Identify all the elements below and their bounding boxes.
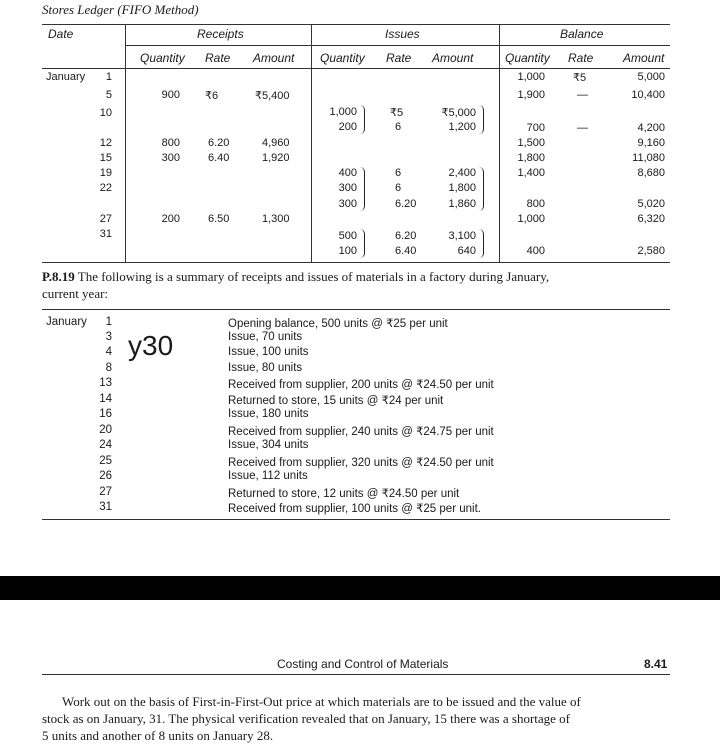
ledger-divider-date: [125, 24, 126, 263]
list-day: 3: [105, 331, 112, 343]
receipt-amount: ₹5,400: [255, 90, 290, 102]
issue-rate: ₹5: [390, 107, 404, 119]
issue-amount: 2,400: [448, 167, 476, 179]
balance-rate-header: Rate: [568, 51, 594, 65]
list-entry: Received from supplier, 100 units @ ₹25 per unit.: [228, 503, 481, 515]
balance-qty: 1,800: [517, 152, 545, 164]
balance-amount: 2,580: [637, 245, 665, 257]
ledger-day: 5: [105, 89, 112, 101]
balance-amount: 5,020: [637, 198, 665, 210]
list-entry: Returned to store, 15 units @ ₹24 per unit: [228, 395, 444, 407]
issue-amount: 1,200: [448, 121, 476, 133]
receipt-rate: 6.20: [208, 137, 230, 149]
balance-qty: 700: [526, 122, 545, 134]
issue-amount: 1,860: [448, 198, 476, 210]
issue-qty-brace: [360, 105, 365, 134]
balance-qty: 400: [526, 245, 545, 257]
issue-qty: 100: [338, 245, 357, 257]
receipt-rate: 6.40: [208, 152, 230, 164]
list-entry: Received from supplier, 240 units @ ₹24.75 per unit: [228, 426, 494, 438]
receipt-amount: 1,300: [262, 213, 290, 225]
balance-qty: 800: [526, 198, 545, 210]
balance-rate: ₹5: [573, 72, 587, 84]
balance-rate: —: [577, 122, 588, 134]
list-day: 27: [99, 486, 112, 498]
list-entry: Received from supplier, 320 units @ ₹24.50 per unit: [228, 457, 494, 469]
issues-rate-header: Rate: [386, 51, 412, 65]
receipts-quantity-header: Quantity: [140, 51, 185, 65]
list-entry: Opening balance, 500 units @ ₹25 per unit: [228, 318, 448, 330]
issue-rate: 6.20: [395, 230, 417, 242]
balance-qty: 1,000: [517, 71, 545, 83]
ledger-day: 12: [99, 137, 112, 149]
receipt-amount: 1,920: [262, 152, 290, 164]
ledger-sub-rule: [126, 45, 670, 46]
ledger-month: January: [46, 71, 86, 83]
footer-text-line1: Work out on the basis of First-in-First-Out price at which materials are to be issued and the value of: [62, 694, 581, 709]
balance-amount: 11,080: [632, 152, 665, 164]
issue-amount-brace: [479, 167, 484, 211]
list-day: 26: [99, 470, 112, 482]
issue-rate: 6: [395, 167, 402, 179]
issue-rate: 6.40: [395, 245, 417, 257]
receipt-rate: ₹6: [205, 90, 219, 102]
ledger-header-bottom-rule: [42, 68, 670, 69]
balance-amount: 10,400: [631, 89, 665, 101]
balance-amount: 4,200: [637, 122, 665, 134]
issue-amount-brace: [479, 105, 484, 134]
list-day: 14: [99, 393, 112, 405]
balance-amount: 9,160: [637, 137, 665, 149]
issue-amount: 1,800: [448, 182, 476, 194]
balance-rate: —: [577, 89, 588, 101]
issue-qty: 300: [338, 182, 357, 194]
issue-qty-brace: [360, 229, 365, 258]
issue-rate: 6.20: [395, 198, 417, 210]
issue-qty-brace: [360, 167, 365, 211]
issue-qty: 1,000: [329, 106, 357, 118]
header-issues: Issues: [385, 27, 420, 41]
receipt-qty: 200: [161, 213, 180, 225]
issue-amount: ₹5,000: [441, 107, 476, 119]
ledger-top-rule: [42, 24, 670, 25]
issue-rate: 6: [395, 121, 402, 133]
ledger-day: 15: [99, 152, 112, 164]
page-separator-band: [0, 576, 720, 600]
balance-amount-header: Amount: [623, 51, 665, 65]
footer-text-line3: 5 units and another of 8 units on January 28.: [42, 728, 274, 743]
list-day: 31: [99, 501, 112, 513]
balance-amount: 5,000: [637, 71, 665, 83]
receipt-qty: 300: [161, 152, 180, 164]
problem-intro-text: The following is a summary of receipts and issues of materials in a factory during January,: [77, 269, 550, 284]
ledger-title: Stores Ledger (FIFO Method): [42, 2, 199, 17]
list-day: 8: [105, 362, 112, 374]
receipt-qty: 800: [161, 137, 180, 149]
issue-qty: 200: [338, 121, 357, 133]
chapter-rule: [42, 674, 670, 675]
receipt-rate: 6.50: [208, 213, 230, 225]
list-day: 13: [99, 377, 112, 389]
balance-qty: 1,500: [517, 137, 545, 149]
list-bottom-rule: [42, 519, 670, 520]
list-entry: Issue, 180 units: [228, 408, 309, 420]
issue-amount-brace: [479, 229, 484, 258]
problem-number: P.8.19: [42, 269, 75, 284]
issues-quantity-header: Quantity: [320, 51, 365, 65]
list-entry: Issue, 80 units: [228, 362, 303, 374]
balance-amount: 6,320: [637, 213, 665, 225]
issue-rate: 6: [395, 182, 402, 194]
list-day: 1: [105, 316, 112, 328]
list-top-rule: [42, 309, 670, 310]
issue-amount: 640: [457, 245, 476, 257]
ledger-day: 22: [99, 182, 112, 194]
footer-text-line2: stock as on January, 31. The physical verification revealed that on January, 15 there was a shortage of: [42, 711, 571, 726]
ledger-divider-issues: [499, 24, 500, 263]
page-number: 8.41: [644, 657, 668, 671]
header-receipts: Receipts: [197, 27, 244, 41]
header-date: Date: [48, 27, 74, 41]
ledger-day: 19: [99, 167, 112, 179]
issues-amount-header: Amount: [432, 51, 474, 65]
issue-amount: 3,100: [448, 230, 476, 242]
ledger-divider-receipts: [311, 24, 312, 263]
balance-qty: 1,900: [517, 89, 545, 101]
ledger-bottom-rule: [42, 262, 670, 263]
receipts-amount-header: Amount: [253, 51, 295, 65]
receipts-rate-header: Rate: [205, 51, 231, 65]
balance-amount: 8,680: [637, 167, 665, 179]
handwritten-annotation: y30: [128, 330, 174, 361]
list-day: 4: [105, 346, 112, 358]
receipt-qty: 900: [161, 89, 180, 101]
balance-qty: 1,400: [517, 167, 545, 179]
ledger-day: 1: [105, 71, 112, 83]
list-entry: Received from supplier, 200 units @ ₹24.50 per unit: [228, 379, 494, 391]
ledger-day: 10: [99, 107, 112, 119]
ledger-day: 31: [99, 228, 112, 240]
balance-qty: 1,000: [517, 213, 545, 225]
receipt-amount: 4,960: [262, 137, 290, 149]
list-month: January: [46, 316, 87, 328]
list-day: 24: [99, 439, 112, 451]
list-entry: Returned to store, 12 units @ ₹24.50 per unit: [228, 488, 460, 500]
list-entry: Issue, 112 units: [228, 470, 308, 482]
chapter-title: Costing and Control of Materials: [277, 657, 449, 671]
list-day: 25: [99, 455, 112, 467]
header-balance: Balance: [560, 27, 604, 41]
list-entry: Issue, 70 units: [228, 331, 303, 343]
list-entry: Issue, 100 units: [228, 346, 309, 358]
balance-quantity-header: Quantity: [505, 51, 550, 65]
ledger-day: 27: [99, 213, 112, 225]
problem-intro-line2: current year:: [42, 286, 109, 301]
problem-intro: [42, 268, 549, 285]
issue-qty: 400: [338, 167, 357, 179]
issue-qty: 500: [338, 230, 357, 242]
list-entry: Issue, 304 units: [228, 439, 309, 451]
list-day: 16: [99, 408, 112, 420]
issue-qty: 300: [338, 198, 357, 210]
list-day: 20: [99, 424, 112, 436]
